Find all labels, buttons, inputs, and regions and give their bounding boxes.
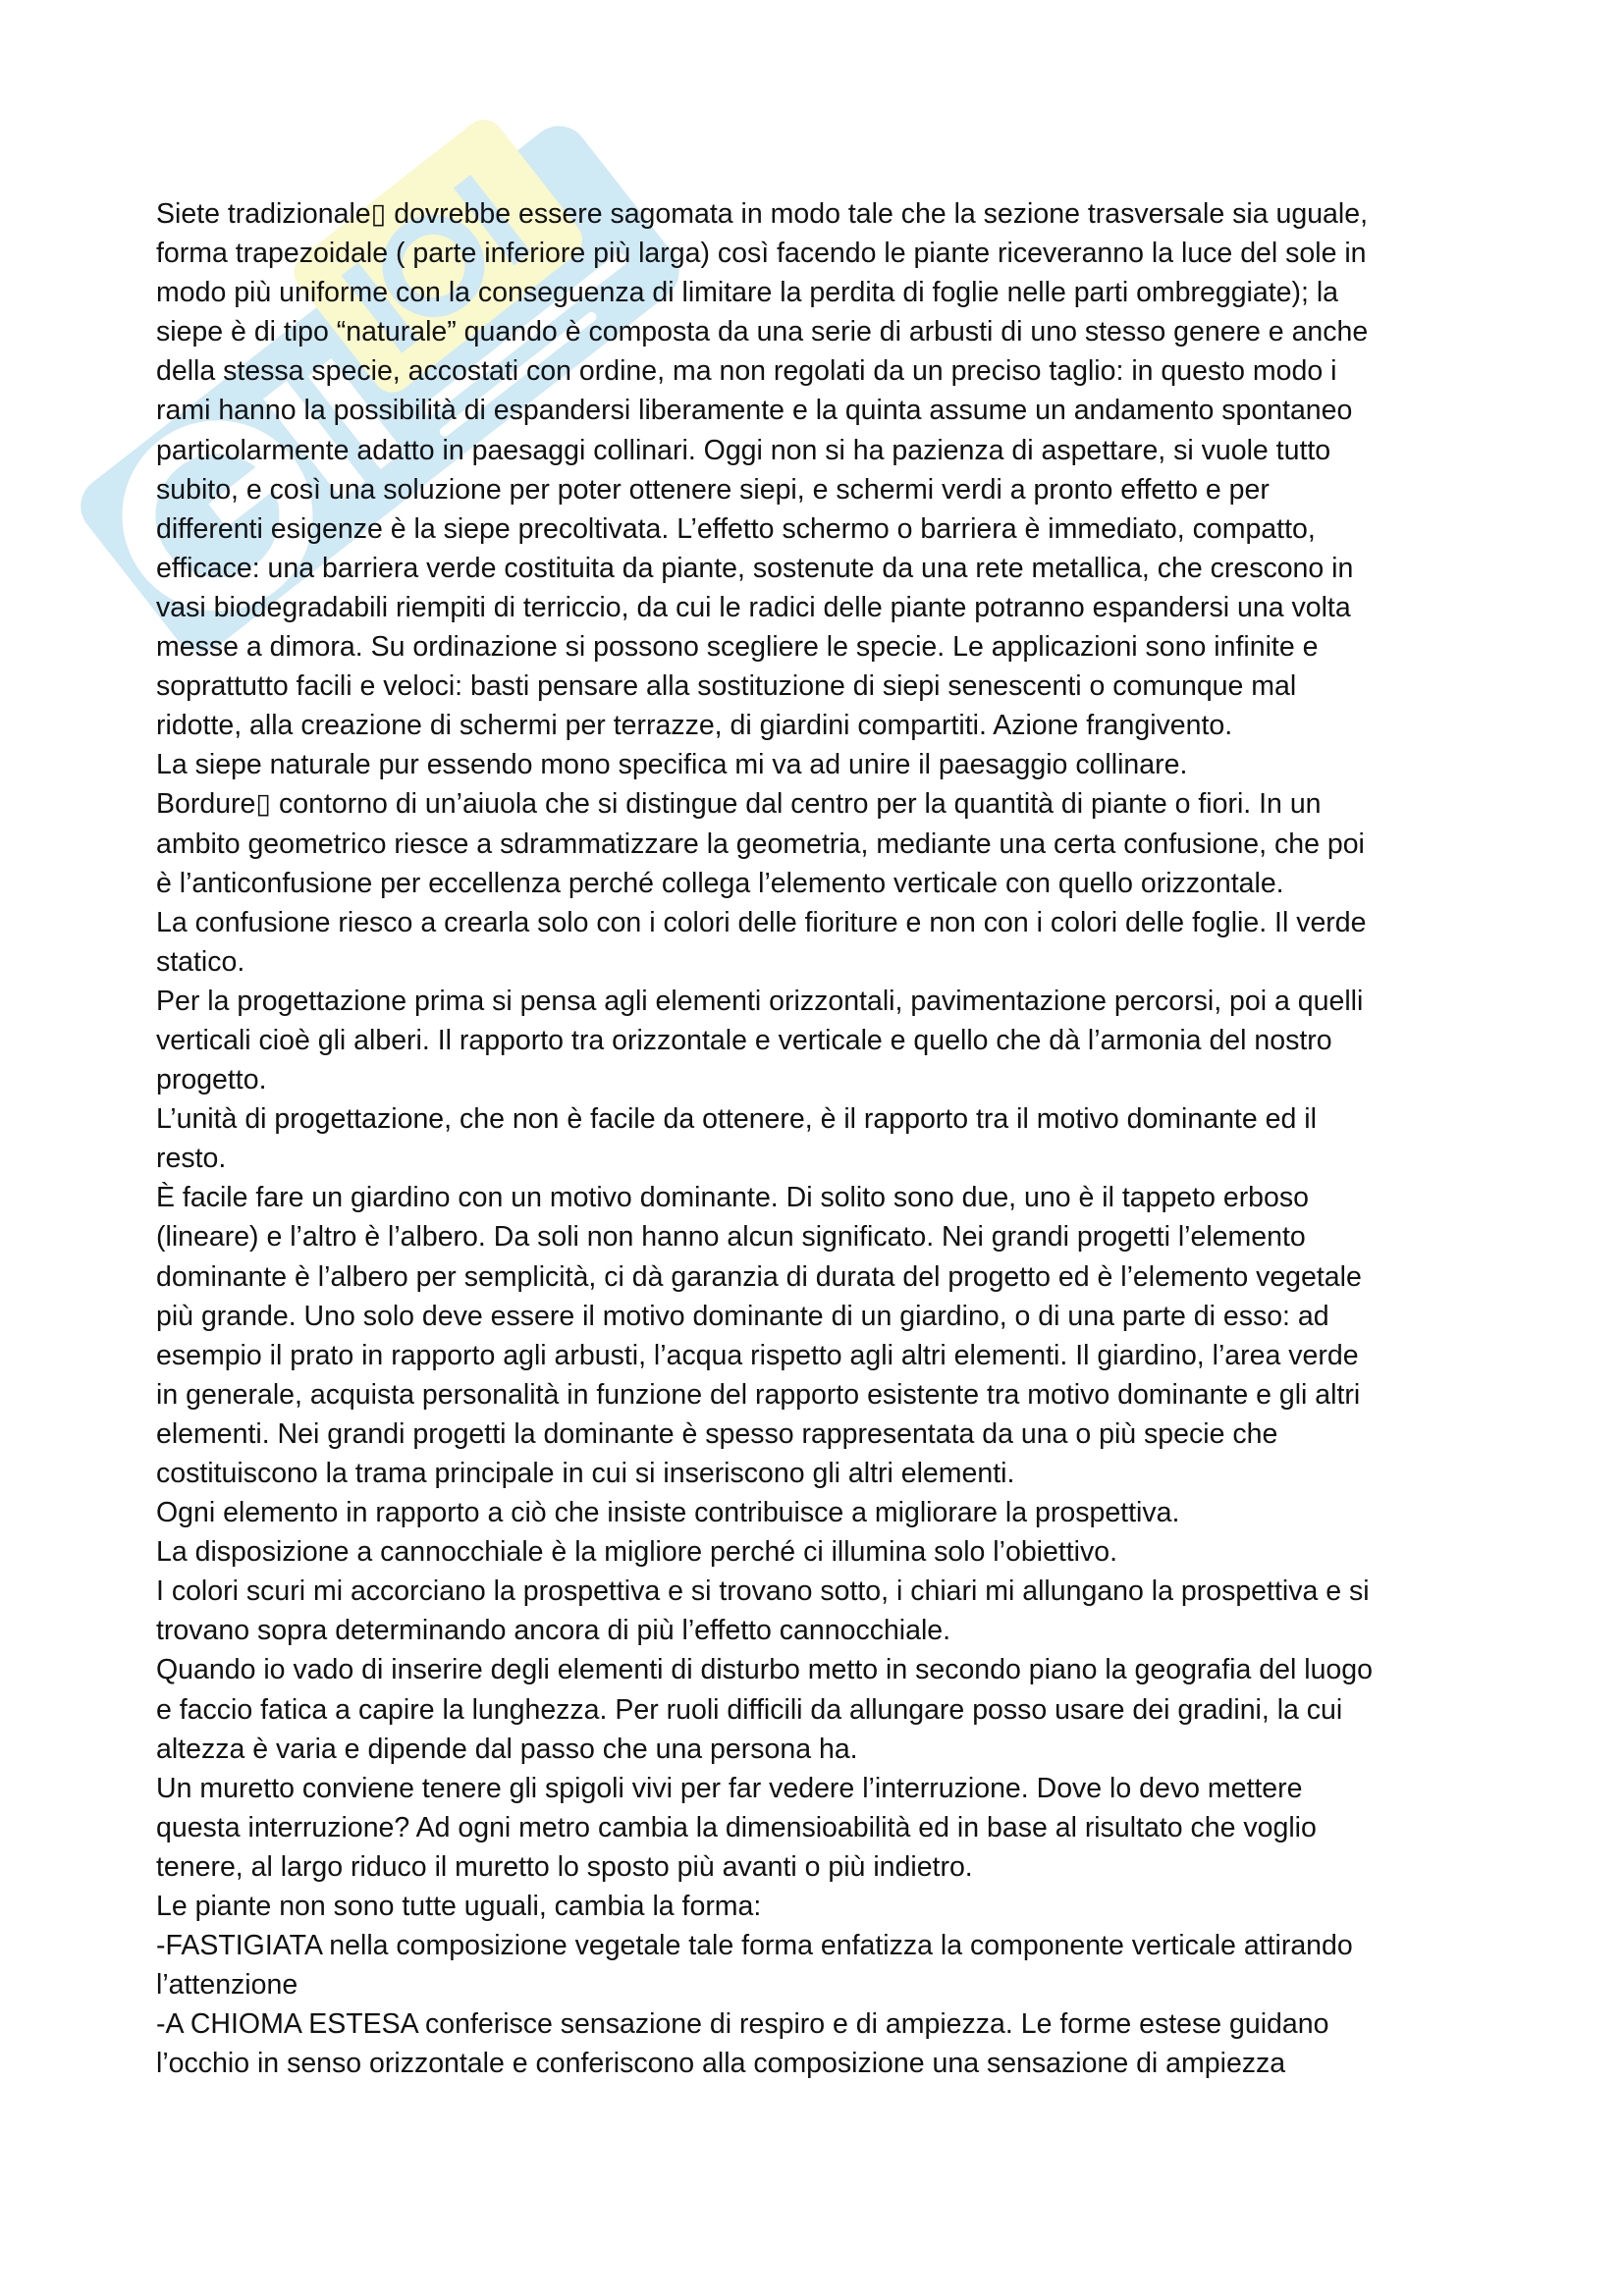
- text-line: Le piante non sono tutte uguali, cambia la forma:: [156, 1891, 762, 1923]
- text-line: dominante è l’albero per semplicità, ci dà garanzia di durata del progetto ed è l’elemento vegetale: [156, 1260, 1362, 1293]
- text-line: Un muretto conviene tenere gli spigoli vivi per far vedere l’interruzione. Dove lo devo mettere: [156, 1772, 1303, 1804]
- text-line: trovano sopra determinando ancora di più l’effetto cannocchiale.: [156, 1615, 951, 1647]
- text-line: ambito geometrico riesce a sdrammatizzare la geometria, mediante una certa confusione, che poi: [156, 828, 1365, 860]
- text-line: messe a dimora. Su ordinazione si possono scegliere le specie. Le applicazioni sono infinite e: [156, 631, 1319, 664]
- text-line: particolarmente adatto in paesaggi collinari. Oggi non si ha pazienza di aspettare, si vuole tutto: [156, 434, 1331, 466]
- text-line: subito, e così una soluzione per poter ottenere siepi, e schermi verdi a pronto effetto e per: [156, 473, 1270, 506]
- text-line: verticali cioè gli alberi. Il rapporto tra orizzontale e verticale e quello che dà l’armonia del nostro: [156, 1024, 1332, 1056]
- text-line: -A CHIOMA ESTESA conferisce sensazione di respiro e di ampiezza. Le forme estese guidano: [156, 2008, 1329, 2041]
- text-line: l’occhio in senso orizzontale e conferiscono alla composizione una sensazione di ampiezza: [156, 2048, 1286, 2080]
- text-line: rami hanno la possibilità di espandersi liberamente e la quinta assume un andamento spontaneo: [156, 395, 1353, 427]
- text-line: e faccio fatica a capire la lunghezza. Per ruoli difficili da allungare posso usare dei gradini, la cui: [156, 1693, 1343, 1726]
- text-line: differenti esigenze è la siepe precoltivata. L’effetto schermo o barriera è immediato, compatto,: [156, 512, 1316, 545]
- text-line: Quando io vado di inserire degli elementi di disturbo metto in secondo piano la geografia del luogo: [156, 1654, 1373, 1686]
- text-line: I colori scuri mi accorciano la prospettiva e si trovano sotto, i chiari mi allungano la prospettiva e si: [156, 1575, 1370, 1608]
- text-line: questa interruzione? Ad ogni metro cambia la dimensioabilità ed in base al risultato che voglio: [156, 1811, 1317, 1843]
- text-line: l’attenzione: [156, 1969, 298, 2002]
- text-line: progetto.: [156, 1064, 267, 1096]
- text-line: -FASTIGIATA nella composizione vegetale tale forma enfatizza la componente verticale attirando: [156, 1930, 1353, 1962]
- document-body: [156, 194, 1531, 2084]
- text-line: vasi biodegradabili riempiti di terriccio, da cui le radici delle piante potranno espandersi una volta: [156, 591, 1351, 623]
- text-line: è l’anticonfusione per eccellenza perché collega l’elemento verticale con quello orizzontale.: [156, 867, 1284, 899]
- text-line: La confusione riesco a crearla solo con i colori delle fioriture e non con i colori delle foglie. Il verde: [156, 906, 1367, 938]
- text-line: esempio il prato in rapporto agli arbusti, l’acqua rispetto agli altri elementi. Il giardino, l’area verde: [156, 1339, 1359, 1371]
- text-line: La siepe naturale pur essendo mono specifica mi va ad unire il paesaggio collinare.: [156, 749, 1188, 781]
- text-line: La disposizione a cannocchiale è la migliore perché ci illumina solo l’obiettivo.: [156, 1536, 1118, 1569]
- text-line: resto.: [156, 1143, 227, 1175]
- text-line: L’unità di progettazione, che non è facile da ottenere, è il rapporto tra il motivo dominante ed il: [156, 1103, 1317, 1136]
- text-line: della stessa specie, accostati con ordine, ma non regolati da un preciso taglio: in questo modo i: [156, 355, 1337, 388]
- text-line: forma trapezoidale ( parte inferiore più larga) così facendo le piante riceveranno la luce del sole in: [156, 238, 1367, 270]
- text-line: siepe è di tipo “naturale” quando è composta da una serie di arbusti di uno stesso genere e anche: [156, 316, 1369, 348]
- text-line: soprattutto facili e veloci: basti pensare alla sostituzione di siepi senescenti o comunque mal: [156, 670, 1297, 703]
- text-line: Bordure▯ contorno di un’aiuola che si distingue dal centro per la quantità di piante o fiori. In un: [156, 788, 1322, 821]
- text-line: modo più uniforme con la conseguenza di limitare la perdita di foglie nelle parti ombreggiate); la: [156, 277, 1339, 309]
- text-line: efficace: una barriera verde costituita da piante, sostenute da una rete metallica, che crescono in: [156, 552, 1354, 584]
- text-line: costituiscono la trama principale in cui si inseriscono gli altri elementi.: [156, 1458, 1015, 1489]
- text-line: Per la progettazione prima si pensa agli elementi orizzontali, pavimentazione percorsi, poi a quelli: [156, 985, 1364, 1017]
- text-line: elementi. Nei grandi progetti la dominante è spesso rappresentata da una o più specie che: [156, 1417, 1278, 1450]
- text-line: È facile fare un giardino con un motivo dominante. Di solito sono due, uno è il tappeto erboso: [156, 1182, 1309, 1214]
- text-line: più grande. Uno solo deve essere il motivo dominante di un giardino, o di una parte di esso: ad: [156, 1300, 1329, 1332]
- text-line: statico.: [156, 945, 245, 978]
- text-line: Siete tradizionale▯ dovrebbe essere sagomata in modo tale che la sezione trasversale sia uguale,: [156, 198, 1368, 230]
- text-line: in generale, acquista personalità in funzione del rapporto esistente tra motivo dominante e gli altri: [156, 1378, 1361, 1411]
- text-line: (lineare) e l’altro è l’albero. Da soli non hanno alcun significato. Nei grandi progetti l’elemento: [156, 1221, 1306, 1254]
- text-line: altezza è varia e dipende dal passo che una persona ha.: [156, 1733, 858, 1765]
- text-line: ridotte, alla creazione di schermi per terrazze, di giardini compartiti. Azione frangivento.: [156, 710, 1233, 742]
- text-line: tenere, al largo riduco il muretto lo sposto più avanti o più indietro.: [156, 1850, 973, 1883]
- text-line: Ogni elemento in rapporto a ciò che insiste contribuisce a migliorare la prospettiva.: [156, 1497, 1180, 1529]
